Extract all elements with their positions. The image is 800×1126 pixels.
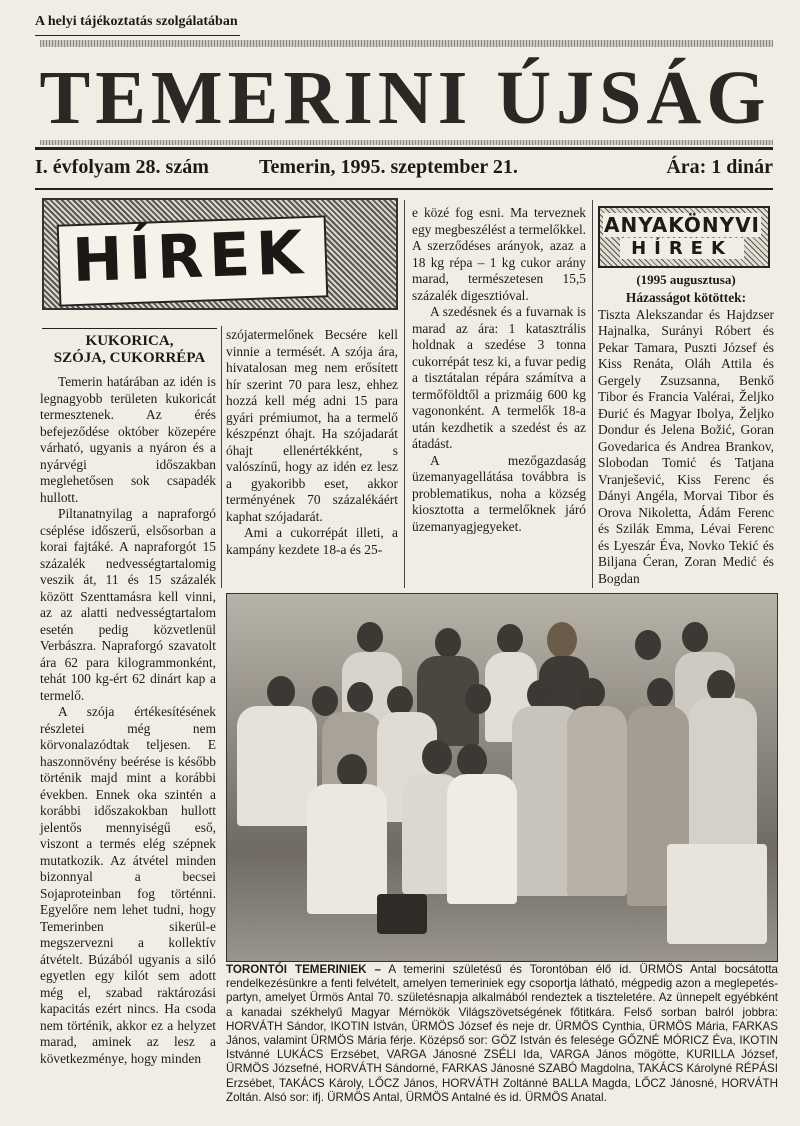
paragraph: Ami a cukorrépát illeti, a kampány kezdete 18-a és 25- xyxy=(226,525,398,557)
photo-person xyxy=(579,678,605,708)
photo-figure xyxy=(237,706,317,826)
tagline-rule xyxy=(35,35,240,36)
column-divider xyxy=(592,200,593,588)
photo-person xyxy=(457,744,487,778)
caption-title: TORONTÓI TEMERINIEK – xyxy=(226,963,381,976)
photo-figure xyxy=(447,774,517,904)
paragraph: A szedésnek és a fuvarnak is marad az ára: 1 katasztrális holdnak a szedése 3 tonna cukorrépát tesz ki, a fuvar pedig a tisztátalan répára számítva a termőföldtől a prizmáig 600 kg vagononként. A termelők 18-a után kezdhetik a szedést és az átadást. xyxy=(412,304,586,451)
photo-figure xyxy=(307,784,387,914)
photo-person xyxy=(422,740,452,774)
masthead-rule xyxy=(35,147,773,150)
article-column-1 xyxy=(40,374,216,1067)
headline-line1: KUKORICA, xyxy=(85,333,174,349)
photo-caption xyxy=(226,963,778,1105)
photo-person xyxy=(357,622,383,652)
anyakonyvi-text: Tiszta Alekszandar és Hajdzser Hajnalka, Surányi Róbert és Pekar Tamara, Puszti József és Kiss Renáta, Oláh Attila és Gergely Zsuzsanna, Benkő Tibor és Francia Valérai, Željko Đurić és Magyar Ibolya, Željko Dondur és Jelena Božić, Goran Govedarica és Andrea Brankov, Slobodan Tomić és Tatjana Vranješević, Kiss Ferenc és Dányi Angéla, Morvai Tibor és Orova Nikoletta, Ádám Ferenc és Szilák Emma, Lévai Ferenc és Lyeszár Éva, Novko Tekić és Biljana Ćeran, Zoran Medić és Bogdan xyxy=(598,306,774,586)
anyakonyvi-body xyxy=(598,290,774,587)
column-divider xyxy=(404,200,405,588)
article-column-2 xyxy=(226,327,398,558)
photo-person xyxy=(267,676,295,708)
article-headline xyxy=(42,328,217,367)
paragraph: Piltanatnyilag a napraforgó cséplése időszerű, elsősorban a korai fajtáké. A napraforgót 15 százalék nedvességtartalomig veszik át, 11 és 15 százalék között Szenttamásra kell vinni, az az alatti nedvességtartalom esetén pedig közvetlenül Verbászra. Napraforgó szavatolt ára 62 para kilogrammonként, tehát 100 kg-ért 62 dinárt kap a termelő. xyxy=(40,506,216,703)
photo-person xyxy=(465,684,491,714)
group-photo xyxy=(226,593,778,962)
headline-line2: SZÓJA, CUKORRÉPA xyxy=(53,350,206,366)
masthead-band-bottom xyxy=(40,140,773,145)
anyakonyvi-period: (1995 augusztusa) xyxy=(636,272,736,287)
paragraph: szójatermelőnek Becsére kell vinnie a termését. A szója ára, hivatalosan meg nem erősített hír szerint 70 para lesz, ehhez hozzá kell még adni 15 para gyári prémiumot, ha a termelő készpénzt óhajt. Ha szójadarát óhajt ellenértékként, s valószínű, hogy az idén ez lesz a gyakoribb eset, akkor terményének 70 százalékáért kaphat szójadarát. xyxy=(226,327,398,524)
dateline xyxy=(35,156,773,182)
photo-person xyxy=(312,686,338,716)
paragraph: Temerin határában az idén is legnagyobb területen kukoricát termesztenek. Az érés befejeződése október közepére várható, ugyanis a nyáron és a nyárvégi időszakban meglehetősen sok csapadék hullott. xyxy=(40,374,216,505)
photo-table xyxy=(667,844,767,944)
place-date: Temerin, 1995. szeptember 21. xyxy=(259,156,518,178)
photo-person xyxy=(497,624,523,654)
column-divider xyxy=(221,326,222,588)
price: Ára: 1 dinár xyxy=(666,156,773,178)
issue-number: I. évfolyam 28. szám xyxy=(35,156,209,178)
anyakonyvi-subtitle: HÍREK xyxy=(620,238,744,259)
photo-figure xyxy=(689,698,757,848)
masthead-band-top xyxy=(40,40,773,47)
masthead-title: TEMERINI ÚJSÁG xyxy=(39,56,771,140)
photo-person xyxy=(647,678,673,708)
dateline-rule xyxy=(35,188,773,190)
tagline: A helyi tájékoztatás szolgálatában xyxy=(35,14,238,29)
caption-text: A temerini születésű és Torontóban élő id. ÜRMÖS Antal bocsátotta rendelkezésünkre a fenti felvételt, amelyen temeriniek egy csoportja látható, mégpedig azon a meglepetés-partyn, amelyet Ürmös Antal 70. születésnapja alkalmából rendeztek a tiszteletére. Az ünnepelt egyébként a kanadai székhelyű Magyar Mérnökök Világszövetségének főtitkára. Felső sorban balról jobbra: HORVÁTH Sándor, IKOTIN István, ÜRMÖS József és neje dr. ÜRMÖS Cynthia, ÜRMÖS Mária, FARKAS János, valamint ÜRMÖS Mária férje. Középső sor: GÖZ István és felesége GŐZNÉ MÓRICZ Éva, IKOTIN Istvánné LUKÁCS Erzsébet, VARGA Jánosné ZSÉLI Ida, VARGA János mögötte, KURILLA József, ÜRMÖS Józsefné, HORVÁTH Sándorné, FARKAS Jánosné SZABÓ Magdolna, TAKÁCS Károlyné RÉPÁSI Erzsébet, TAKÁCS Károly, LŐCZ János, HORVÁTH Zoltánné BALLA Magda, LŐCZ Jánosné, HORVÁTH Zoltán. Alsó sor: ifj. ÜRMÖS Antal, ÜRMÖS Antalné és id. ÜRMÖS Anatal. xyxy=(226,963,778,1104)
article-column-3 xyxy=(412,205,586,535)
paragraph: A mezőgazdaság üzemanyagellátása továbbra is problematikus, noha a község kiosztotta a termelőknek járó üzemanyagjegyeket. xyxy=(412,452,586,534)
photo-person xyxy=(547,622,577,658)
paragraph: e közé fog esni. Ma terveznek egy megbeszélést a termelőkkel. A szerződéses arányok, azaz a 18 kg répa – 1 kg cukor arány marad, természetesen 15,5 százalék digesztióval. xyxy=(412,205,587,303)
photo-person xyxy=(682,622,708,652)
photo-person xyxy=(435,628,461,658)
anyakonyvi-lead: Házasságot kötöttek: xyxy=(625,290,747,305)
photo-figure xyxy=(567,706,627,896)
photo-person xyxy=(635,630,661,660)
photo-radio xyxy=(377,894,427,934)
paragraph: A szója értékesítésének részletei még nem körvonalazódtak teljesen. E haszonnövény beérése is később történik majd mint a korábbi években. Ennek oka szintén a korábbi időszakokban hullott jelentős mennyiségű eső, viszont a termés elég szépnek mutatkozik. Az átvétel minden bizonnyal a becsei Sojaproteinban fog történni. Egyelőre nem lehet tudni, hogy Temerinben sikerül-e megszervezni a kollektív átvételt. Búzából ugyanis a siló egyetlen egy kilót sem adott még el, szabad raktározási kapacitás ezért nincs. Ha csoda nem történik, akkor ez a helyzet marad, aminek az lesz a következménye, hogy minden xyxy=(40,704,216,1066)
anyakonyvi-title: ANYAKÖNYVI xyxy=(603,213,760,237)
hirek-banner-label: HÍREK xyxy=(71,217,310,297)
photo-person xyxy=(347,682,373,712)
photo-person xyxy=(337,754,367,788)
